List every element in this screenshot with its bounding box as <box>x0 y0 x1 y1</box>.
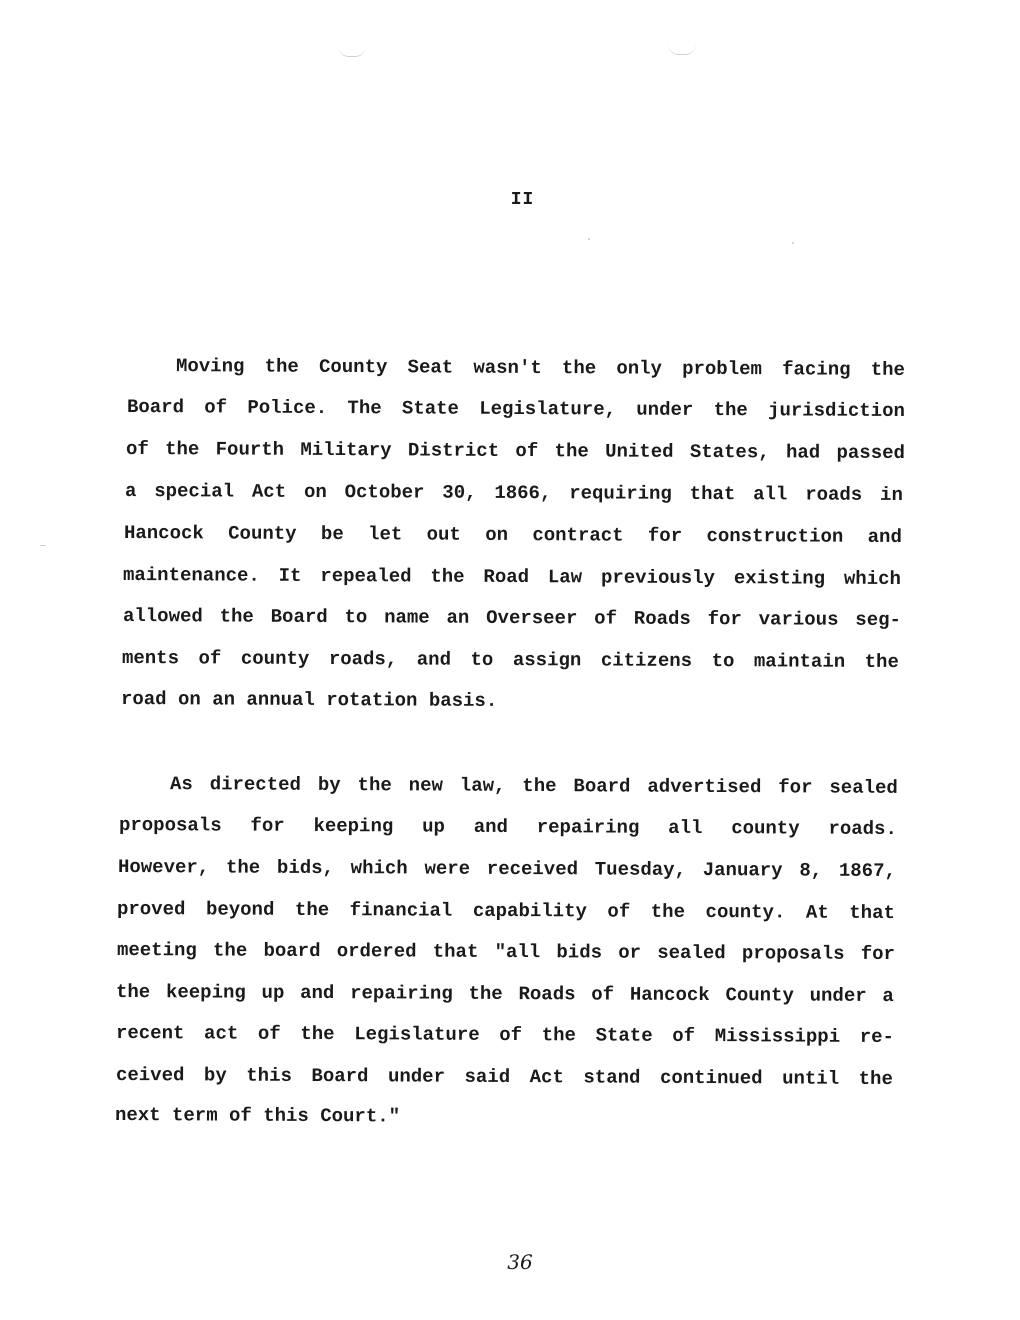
text-line: Hancock County be let out on contract for construction and <box>123 521 902 549</box>
scan-speck <box>588 238 590 240</box>
text-line: ceived by this Board under said Act stand continued until the <box>115 1063 893 1091</box>
text-line: the keeping up and repairing the Roads of Hancock County under a <box>115 980 894 1008</box>
text-line: proved beyond the financial capability of the county. At that <box>116 897 895 925</box>
hole-punch-mark <box>338 46 366 57</box>
hole-punch-mark <box>668 44 696 55</box>
text-line: maintenance. It repealed the Road Law previously existing which <box>122 563 901 591</box>
text-line: proposals for keeping up and repairing all county roads. <box>118 813 897 841</box>
text-line: As directed by the new law, the Board advertised for sealed <box>169 773 898 799</box>
text-line: Board of Police. The State Legislature, under the jurisdiction <box>126 395 905 423</box>
text-line: However, the bids, which were received Tuesday, January 8, 1867, <box>117 855 896 883</box>
text-line: of the Fourth Military District of the United States, had passed <box>125 437 905 465</box>
scan-speck <box>40 545 46 546</box>
text-line: recent act of the Legislature of the State of Mississippi re- <box>115 1021 895 1049</box>
scan-speck <box>792 242 794 244</box>
section-heading: II <box>510 190 535 210</box>
page-number: 36 <box>507 1250 533 1274</box>
text-line: allowed the Board to name an Overseer of Roads for various seg- <box>122 604 901 632</box>
text-line: next term of this Court." <box>114 1103 401 1128</box>
text-line: ments of county roads, and to assign citizens to maintain the <box>121 646 899 674</box>
text-line: Moving the County Seat wasn't the only problem facing the <box>175 355 905 381</box>
text-line: a special Act on October 30, 1866, requiring that all roads in <box>124 479 903 507</box>
text-line: road on an annual rotation basis. <box>120 687 498 712</box>
text-line: meeting the board ordered that "all bids or sealed proposals for <box>116 938 896 966</box>
